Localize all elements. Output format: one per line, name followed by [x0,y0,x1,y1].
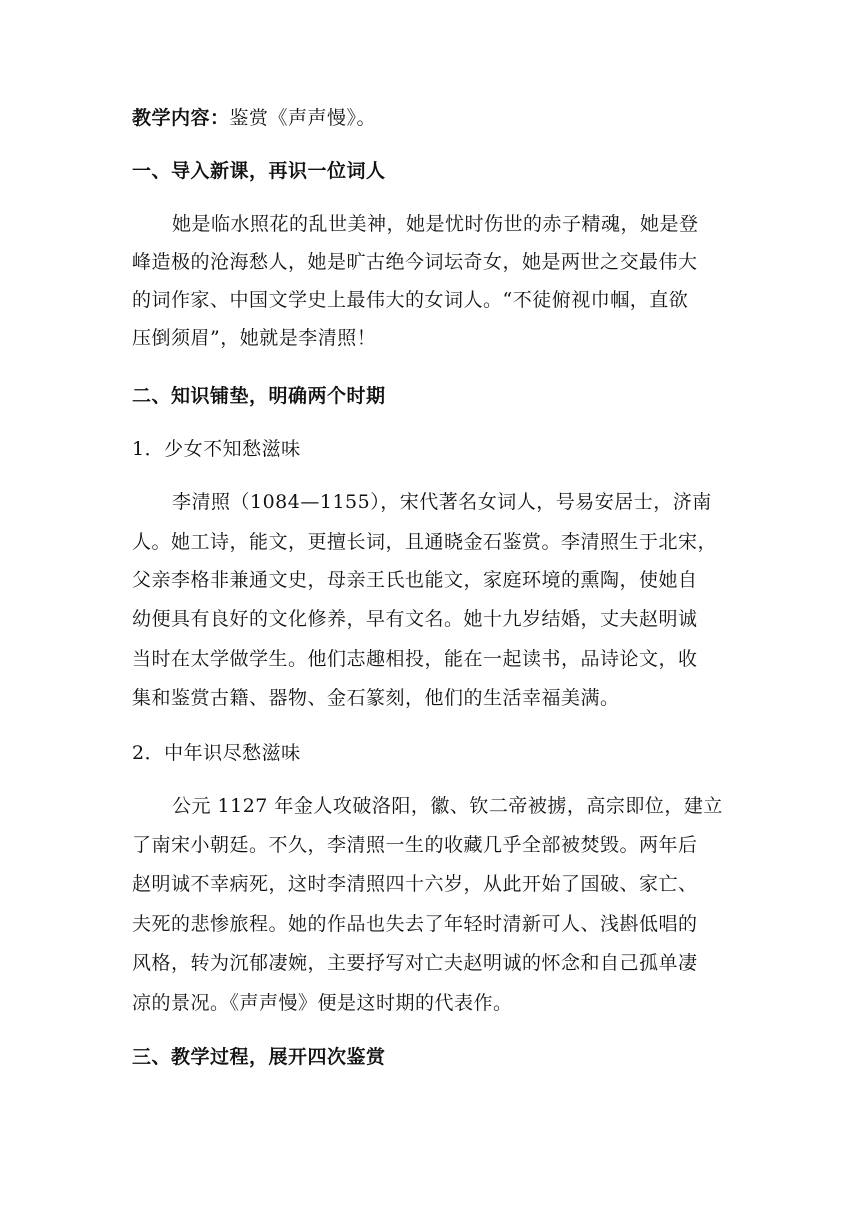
subsection-2-paragraph-line: 夫死的悲惨旅程。她的作品也失去了年轻时清新可人、浅斟低唱的 [132,913,698,935]
section-1-paragraph-line: 的词作家、中国文学史上最伟大的女词人。“不徒俯视巾帼，直欲 [132,289,689,311]
subsection-1-paragraph-line: 当时在太学做学生。他们志趣相投，能在一起读书，品诗论文，收 [132,648,698,670]
section-2-heading: 二、知识铺垫，明确两个时期 [132,385,386,407]
subsection-2-paragraph-line: 公元 1127 年金人攻破洛阳，徽、钦二帝被掳，高宗即位，建立 [172,795,723,817]
subsection-2-title: 2．中年识尽愁滋味 [132,742,301,764]
subsection-2-paragraph-line: 赵明诚不幸病死，这时李清照四十六岁，从此开始了国破、家亡、 [132,873,698,895]
teaching-content-text: 鉴赏《声声慢》。 [229,107,377,129]
subsection-1-paragraph-line: 父亲李格非兼通文史，母亲王氏也能文，家庭环境的熏陶，使她自 [132,569,698,591]
subsection-2-paragraph-line: 凉的景况。《声声慢》便是这时期的代表作。 [132,992,513,1014]
subsection-1-paragraph-line: 李清照（1084—1155），宋代著名女词人，号易安居士，济南 [172,491,712,513]
teaching-content-label: 教学内容： [132,107,230,129]
section-3-heading: 三、教学过程，展开四次鉴赏 [132,1046,386,1068]
teaching-content-line [132,106,376,130]
subsection-1-paragraph-line: 幼便具有良好的文化修养，早有文名。她十九岁结婚，丈夫赵明诚 [132,608,698,630]
section-1-paragraph-line: 峰造极的沧海愁人，她是旷古绝今词坛奇女，她是两世之交最伟大 [132,251,698,273]
subsection-2-paragraph-line: 了南宋小朝廷。不久，李清照一生的收藏几乎全部被焚毁。两年后 [132,834,698,856]
subsection-1-paragraph-line: 人。她工诗，能文，更擅长词，且通晓金石鉴赏。李清照生于北宋， [132,531,718,553]
section-1-paragraph-line: 压倒须眉”，她就是李清照！ [132,327,377,349]
subsection-1-title: 1．少女不知愁滋味 [132,438,301,460]
subsection-2-paragraph-line: 风格，转为沉郁凄婉，主要抒写对亡夫赵明诚的怀念和自己孤单凄 [132,952,698,974]
section-1-heading: 一、导入新课，再识一位词人 [132,160,386,182]
subsection-1-paragraph-line: 集和鉴赏古籍、器物、金石篆刻，他们的生活幸福美满。 [132,687,620,709]
section-1-paragraph-line: 她是临水照花的乱世美神，她是忧时伤世的赤子精魂，她是登 [172,213,699,235]
